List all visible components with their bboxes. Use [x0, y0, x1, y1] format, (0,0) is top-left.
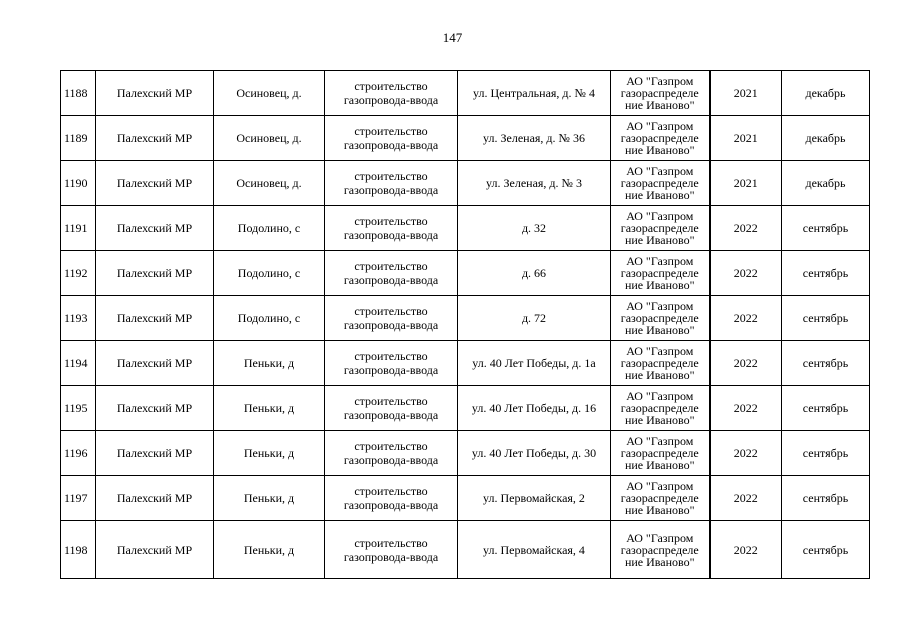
work-type-line: строительство: [354, 535, 428, 550]
year-cell: 2022: [710, 521, 782, 579]
organization-line: АО "Газпром: [626, 119, 694, 133]
work-type-line: строительство: [354, 439, 428, 453]
organization-cell: [611, 386, 710, 431]
settlement-cell: Пеньки, д: [214, 386, 325, 431]
work-type-line: газопровода-ввода: [343, 318, 439, 332]
organization-line: АО "Газпром: [626, 530, 694, 545]
year-cell: 2022: [710, 206, 782, 251]
organization-line: газораспределе: [620, 311, 699, 325]
month-cell: декабрь: [782, 71, 870, 116]
work-type-cell: [325, 476, 458, 521]
organization-line: газораспределе: [620, 131, 699, 145]
year-cell: 2022: [710, 386, 782, 431]
year-cell: 2022: [710, 431, 782, 476]
row-number: 1191: [61, 206, 96, 251]
settlement-cell: Осиновец, д.: [214, 116, 325, 161]
row-number: 1195: [61, 386, 96, 431]
district-cell: Палехский МР: [96, 251, 214, 296]
organization-cell: [611, 296, 710, 341]
work-type-cell: [325, 341, 458, 386]
organization-line: АО "Газпром: [626, 389, 694, 403]
address-cell: д. 32: [458, 206, 611, 251]
work-type-line: газопровода-ввода: [343, 93, 439, 107]
organization-line: ние Иваново": [624, 143, 695, 157]
year-cell: 2021: [710, 161, 782, 206]
row-number: 1197: [61, 476, 96, 521]
month-cell: сентябрь: [782, 296, 870, 341]
district-cell: Палехский МР: [96, 71, 214, 116]
month-cell: сентябрь: [782, 521, 870, 579]
table-row: [61, 161, 870, 206]
table-row: [61, 251, 870, 296]
organization-line: газораспределе: [620, 401, 699, 415]
district-cell: Палехский МР: [96, 476, 214, 521]
work-type-line: газопровода-ввода: [343, 408, 439, 422]
address-cell: д. 66: [458, 251, 611, 296]
district-cell: Палехский МР: [96, 341, 214, 386]
organization-cell: [611, 71, 710, 116]
organization-line: ние Иваново": [624, 233, 695, 247]
work-type-line: строительство: [354, 349, 428, 363]
organization-cell: [611, 341, 710, 386]
district-cell: Палехский МР: [96, 161, 214, 206]
address-cell: ул. Зеленая, д. № 36: [458, 116, 611, 161]
organization-line: АО "Газпром: [626, 254, 694, 268]
settlement-cell: Пеньки, д: [214, 521, 325, 579]
organization-line: ние Иваново": [624, 503, 695, 517]
organization-line: ние Иваново": [624, 413, 695, 427]
work-type-line: газопровода-ввода: [343, 183, 439, 197]
row-number: 1189: [61, 116, 96, 161]
year-cell: 2022: [710, 251, 782, 296]
page-number: 147: [442, 30, 463, 45]
table-row: [61, 296, 870, 341]
organization-line: ние Иваново": [624, 368, 695, 382]
settlement-cell: Осиновец, д.: [214, 71, 325, 116]
organization-line: АО "Газпром: [626, 164, 694, 178]
address-cell: ул. Первомайская, 2: [458, 476, 611, 521]
address-cell: ул. 40 Лет Победы, д. 30: [458, 431, 611, 476]
organization-line: газораспределе: [620, 491, 699, 505]
address-cell: ул. Центральная, д. № 4: [458, 71, 611, 116]
organization-line: газораспределе: [620, 266, 699, 280]
row-number: 1190: [61, 161, 96, 206]
work-type-line: строительство: [354, 169, 428, 183]
work-type-cell: [325, 386, 458, 431]
address-cell: ул. Зеленая, д. № 3: [458, 161, 611, 206]
organization-line: газораспределе: [620, 446, 699, 460]
work-type-cell: [325, 521, 458, 579]
month-cell: сентябрь: [782, 341, 870, 386]
organization-cell: [611, 476, 710, 521]
table-row: [61, 71, 870, 116]
year-cell: 2021: [710, 71, 782, 116]
work-type-cell: [325, 116, 458, 161]
settlement-cell: Подолино, с: [214, 296, 325, 341]
work-type-line: газопровода-ввода: [343, 363, 439, 377]
organization-line: ние Иваново": [624, 278, 695, 292]
address-cell: ул. 40 Лет Победы, д. 1а: [458, 341, 611, 386]
work-type-cell: [325, 296, 458, 341]
organization-line: газораспределе: [620, 221, 699, 235]
table-row: [61, 521, 870, 579]
organization-line: АО "Газпром: [626, 74, 694, 88]
work-type-line: газопровода-ввода: [343, 498, 439, 512]
settlement-cell: Пеньки, д: [214, 431, 325, 476]
organization-line: ние Иваново": [624, 188, 695, 202]
work-type-cell: [325, 161, 458, 206]
work-type-line: газопровода-ввода: [343, 549, 439, 564]
organization-cell: [611, 116, 710, 161]
settlement-cell: Подолино, с: [214, 251, 325, 296]
table-row: [61, 116, 870, 161]
district-cell: Палехский МР: [96, 431, 214, 476]
row-number: 1193: [61, 296, 96, 341]
work-type-cell: [325, 431, 458, 476]
year-cell: 2022: [710, 341, 782, 386]
organization-line: газораспределе: [620, 176, 699, 190]
work-type-line: строительство: [354, 79, 428, 93]
organization-cell: [611, 431, 710, 476]
address-cell: ул. Первомайская, 4: [458, 521, 611, 579]
month-cell: сентябрь: [782, 431, 870, 476]
organization-line: АО "Газпром: [626, 344, 694, 358]
year-cell: 2022: [710, 476, 782, 521]
organization-line: АО "Газпром: [626, 209, 694, 223]
year-cell: 2022: [710, 296, 782, 341]
work-type-line: газопровода-ввода: [343, 138, 439, 152]
work-type-cell: [325, 71, 458, 116]
work-type-line: строительство: [354, 259, 428, 273]
organization-cell: [611, 206, 710, 251]
work-type-line: газопровода-ввода: [343, 273, 439, 287]
row-number: 1188: [61, 71, 96, 116]
work-type-line: строительство: [354, 304, 428, 318]
row-number: 1198: [61, 521, 96, 579]
table-row: [61, 386, 870, 431]
month-cell: сентябрь: [782, 386, 870, 431]
organization-cell: [611, 251, 710, 296]
district-cell: Палехский МР: [96, 521, 214, 579]
work-type-line: строительство: [354, 484, 428, 498]
organization-line: АО "Газпром: [626, 299, 694, 313]
settlement-cell: Пеньки, д: [214, 476, 325, 521]
organization-line: ние Иваново": [624, 458, 695, 472]
month-cell: сентябрь: [782, 476, 870, 521]
district-cell: Палехский МР: [96, 296, 214, 341]
row-number: 1196: [61, 431, 96, 476]
month-cell: сентябрь: [782, 206, 870, 251]
district-cell: Палехский МР: [96, 386, 214, 431]
organization-line: газораспределе: [620, 542, 699, 557]
organization-line: газораспределе: [620, 86, 699, 100]
work-type-line: строительство: [354, 124, 428, 138]
table-row: [61, 431, 870, 476]
row-number: 1194: [61, 341, 96, 386]
district-cell: Палехский МР: [96, 206, 214, 251]
settlement-cell: Подолино, с: [214, 206, 325, 251]
organization-line: ние Иваново": [624, 98, 695, 112]
month-cell: сентябрь: [782, 251, 870, 296]
table-row: [61, 341, 870, 386]
settlement-cell: Пеньки, д: [214, 341, 325, 386]
work-type-cell: [325, 206, 458, 251]
month-cell: декабрь: [782, 161, 870, 206]
month-cell: декабрь: [782, 116, 870, 161]
organization-line: АО "Газпром: [626, 479, 694, 493]
organization-line: газораспределе: [620, 356, 699, 370]
settlement-cell: Осиновец, д.: [214, 161, 325, 206]
organization-line: АО "Газпром: [626, 434, 694, 448]
work-type-cell: [325, 251, 458, 296]
organization-line: ние Иваново": [624, 554, 695, 569]
work-type-line: газопровода-ввода: [343, 228, 439, 242]
work-type-line: строительство: [354, 394, 428, 408]
district-cell: Палехский МР: [96, 116, 214, 161]
work-type-line: строительство: [354, 214, 428, 228]
year-cell: 2021: [710, 116, 782, 161]
table-row: [61, 476, 870, 521]
row-number: 1192: [61, 251, 96, 296]
organization-cell: [611, 161, 710, 206]
organization-cell: [611, 521, 710, 579]
address-cell: д. 72: [458, 296, 611, 341]
gasification-schedule-table: [60, 70, 870, 579]
work-type-line: газопровода-ввода: [343, 453, 439, 467]
table-row: [61, 206, 870, 251]
address-cell: ул. 40 Лет Победы, д. 16: [458, 386, 611, 431]
organization-line: ние Иваново": [624, 323, 695, 337]
